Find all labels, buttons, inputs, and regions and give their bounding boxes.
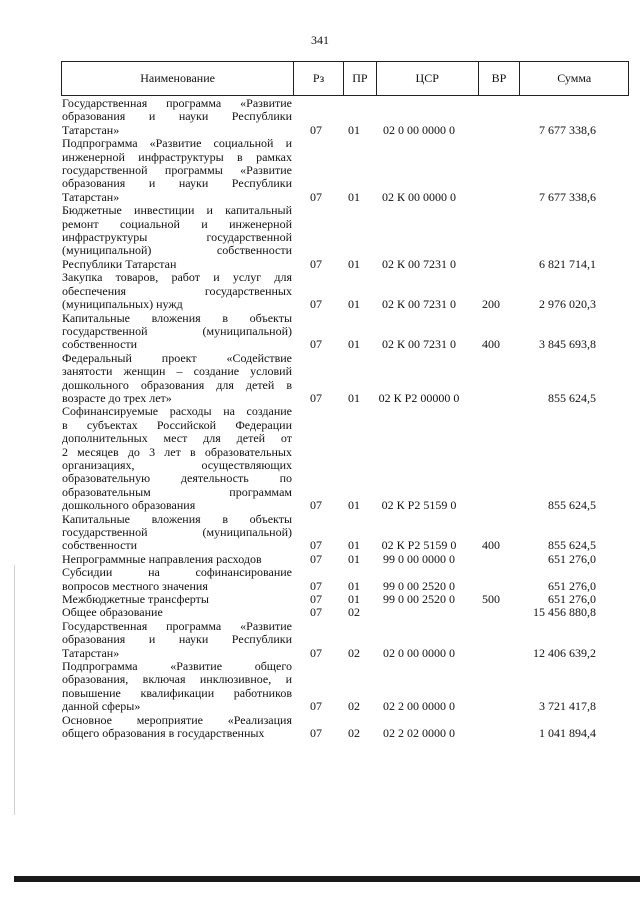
row-rz: 07 (310, 337, 322, 352)
row-name-line: дополнительных мест для детей от (62, 431, 292, 446)
row-rz: 07 (310, 645, 322, 660)
table-row (0, 513, 640, 553)
table-body (0, 97, 640, 741)
row-name-line: Капитальные вложения в объекты (62, 511, 292, 526)
row-pr: 01 (348, 337, 360, 352)
row-pr: 02 (348, 699, 360, 714)
row-name-line: Основное мероприятие «Реализация (62, 712, 292, 727)
row-name-line: Государственная программа «Развитие (62, 618, 292, 633)
row-name (62, 620, 292, 660)
table-row (0, 271, 640, 311)
row-pr: 01 (348, 498, 360, 513)
row-name-line: Республики Татарстан (62, 256, 177, 271)
row-rz: 07 (310, 390, 322, 405)
row-rz: 07 (310, 592, 322, 607)
row-rz: 07 (310, 578, 322, 593)
row-name-line: Татарстан» (62, 189, 120, 204)
row-name-line: государственной (муниципальной) (62, 323, 292, 338)
row-name-line: образования и науки Республики (62, 109, 292, 124)
row-name-line: образования и науки Республики (62, 176, 292, 191)
row-sum: 3 845 693,8 (539, 337, 596, 352)
row-rz: 07 (310, 699, 322, 714)
row-name-line: возрасте до трех лет» (62, 390, 172, 405)
row-name-line: Государственная программа «Развитие (62, 96, 292, 110)
row-csr: 02 К 00 0000 0 (381, 189, 456, 204)
row-name-line: государственной программы «Развитие (62, 163, 292, 178)
row-name-line: данной сферы» (62, 699, 141, 714)
row-name-line: повышение квалификации работников (62, 685, 292, 700)
row-csr: 02 К Р2 00000 0 (378, 390, 460, 405)
table-row (0, 620, 640, 660)
table-row (0, 660, 640, 714)
row-rz: 07 (310, 551, 322, 566)
row-rz: 07 (310, 726, 322, 741)
row-rz: 07 (310, 189, 322, 204)
row-name-line: общего образования в государственных (62, 726, 265, 741)
row-name (62, 714, 292, 741)
row-name-line: Субсидии на софинансирование (62, 565, 292, 580)
row-name-line: (муниципальной) собственности (62, 243, 292, 258)
row-rz: 07 (310, 538, 322, 553)
row-pr: 01 (348, 578, 360, 593)
row-name-line: обеспечения государственных (62, 283, 292, 298)
scan-bottom-edge (14, 876, 640, 882)
row-name-line: организациях, осуществляющих (62, 457, 292, 472)
header-name: Наименование (62, 62, 294, 95)
row-csr: 99 0 00 2520 0 (383, 592, 455, 607)
table-row (0, 606, 640, 619)
row-csr: 02 0 00 0000 0 (383, 645, 455, 660)
row-name-line: дошкольного образования для детей в (62, 377, 292, 392)
row-sum: 6 821 714,1 (539, 256, 596, 271)
row-sum: 855 624,5 (548, 390, 596, 405)
row-sum: 651 276,0 (548, 592, 596, 607)
row-sum: 651 276,0 (548, 551, 596, 566)
header-csr: ЦСР (377, 62, 479, 95)
row-name-line: Межбюджетные трансферты (62, 592, 209, 607)
row-name-line: Подпрограмма «Развитие общего (62, 659, 292, 674)
row-name-line: образования и науки Республики (62, 632, 292, 647)
row-name-line: образовательным программам (62, 484, 292, 499)
row-vr: 400 (482, 538, 500, 553)
row-vr: 200 (482, 297, 500, 312)
row-sum: 3 721 417,8 (539, 699, 596, 714)
row-csr: 02 2 00 0000 0 (383, 699, 455, 714)
row-pr: 01 (348, 256, 360, 271)
row-pr: 02 (348, 645, 360, 660)
table-row (0, 553, 640, 566)
table-row (0, 204, 640, 271)
row-name (62, 204, 292, 271)
row-csr: 02 К Р2 5159 0 (381, 538, 457, 553)
table-row (0, 137, 640, 204)
row-name-line: Софинансируемые расходы на создание (62, 404, 292, 419)
row-sum: 1 041 894,4 (539, 726, 596, 741)
header-pr: ПР (344, 62, 377, 95)
row-name (62, 553, 292, 566)
row-name-line: собственности (62, 538, 138, 553)
row-rz: 07 (310, 122, 322, 137)
row-name-line: ремонт социальной и инженерной (62, 216, 292, 231)
table-row (0, 566, 640, 593)
row-name-line: инфраструктуры государственной (62, 230, 292, 245)
row-pr: 01 (348, 390, 360, 405)
page-number: 341 (311, 33, 329, 47)
row-csr: 02 К 00 7231 0 (381, 337, 456, 352)
row-rz: 07 (310, 256, 322, 271)
header-rz: Рз (294, 62, 344, 95)
row-csr: 99 0 00 0000 0 (383, 551, 455, 566)
row-csr: 02 К 00 7231 0 (381, 256, 456, 271)
row-name-line: Закупка товаров, работ и услуг для (62, 270, 292, 285)
row-sum: 2 976 020,3 (539, 297, 596, 312)
table-row (0, 405, 640, 512)
row-name (62, 566, 292, 593)
row-csr: 02 К Р2 5159 0 (381, 498, 457, 513)
header-vr: ВР (479, 62, 521, 95)
scan-margin-line (14, 565, 15, 815)
row-name-line: образовательную деятельность по (62, 471, 292, 486)
row-pr: 01 (348, 538, 360, 553)
row-name (62, 271, 292, 311)
table-row (0, 352, 640, 406)
row-name-line: государственной (муниципальной) (62, 525, 292, 539)
row-name (62, 513, 292, 553)
row-pr: 02 (348, 726, 360, 741)
row-pr: 02 (348, 605, 360, 620)
row-name (62, 137, 292, 204)
row-name-line: Бюджетные инвестиции и капитальный (62, 203, 292, 218)
row-rz: 07 (310, 297, 322, 312)
row-name-line: Общее образование (62, 605, 163, 620)
row-rz: 07 (310, 498, 322, 513)
row-sum: 7 677 338,6 (539, 122, 596, 137)
table-row (0, 714, 640, 741)
row-name (62, 352, 292, 406)
row-name (62, 97, 292, 137)
row-csr: 02 К 00 7231 0 (381, 297, 456, 312)
row-name (62, 405, 292, 512)
row-name-line: 2 месяцев до 3 лет в образовательных (62, 444, 292, 459)
row-name-line: Федеральный проект «Содействие (62, 350, 292, 365)
header-sum: Сумма (557, 71, 592, 85)
row-name-line: Непрограммные направления расходов (62, 551, 262, 566)
table-row (0, 97, 640, 137)
table-row (0, 593, 640, 606)
row-sum: 651 276,0 (548, 578, 596, 593)
row-name-line: Подпрограмма «Развитие социальной и (62, 136, 292, 151)
row-name-line: образования, включая инклюзивное, и (62, 672, 292, 687)
row-name-line: (муниципальных) нужд (62, 297, 183, 312)
row-name-line: Капитальные вложения в объекты (62, 310, 292, 325)
row-sum: 15 456 880,8 (533, 605, 596, 620)
row-sum: 855 624,5 (548, 538, 596, 553)
row-name (62, 312, 292, 352)
row-name-line: Татарстан» (62, 122, 120, 137)
row-sum: 7 677 338,6 (539, 189, 596, 204)
row-name-line: занятости женщин – создание условий (62, 364, 292, 379)
row-pr: 01 (348, 592, 360, 607)
row-name (62, 593, 292, 606)
row-name-line: Татарстан» (62, 645, 120, 660)
row-name (62, 660, 292, 714)
row-name-line: инженерной инфраструктуры в рамках (62, 149, 292, 164)
row-name-line: дошкольного образования (62, 498, 196, 513)
row-name-line: в субъектах Российской Федерации (62, 417, 292, 432)
row-csr: 02 2 02 0000 0 (383, 726, 455, 741)
row-vr: 500 (482, 592, 500, 607)
row-name-line: собственности (62, 337, 138, 352)
table-row (0, 312, 640, 352)
row-pr: 01 (348, 189, 360, 204)
row-name (62, 606, 292, 619)
row-csr: 02 0 00 0000 0 (383, 122, 455, 137)
row-pr: 01 (348, 122, 360, 137)
row-sum: 12 406 639,2 (533, 645, 596, 660)
row-pr: 01 (348, 297, 360, 312)
row-csr: 99 0 00 2520 0 (383, 578, 455, 593)
row-name-line: вопросов местного значения (62, 578, 208, 593)
table-header (61, 61, 629, 96)
row-vr: 400 (482, 337, 500, 352)
row-sum: 855 624,5 (548, 498, 596, 513)
row-pr: 01 (348, 551, 360, 566)
row-rz: 07 (310, 605, 322, 620)
